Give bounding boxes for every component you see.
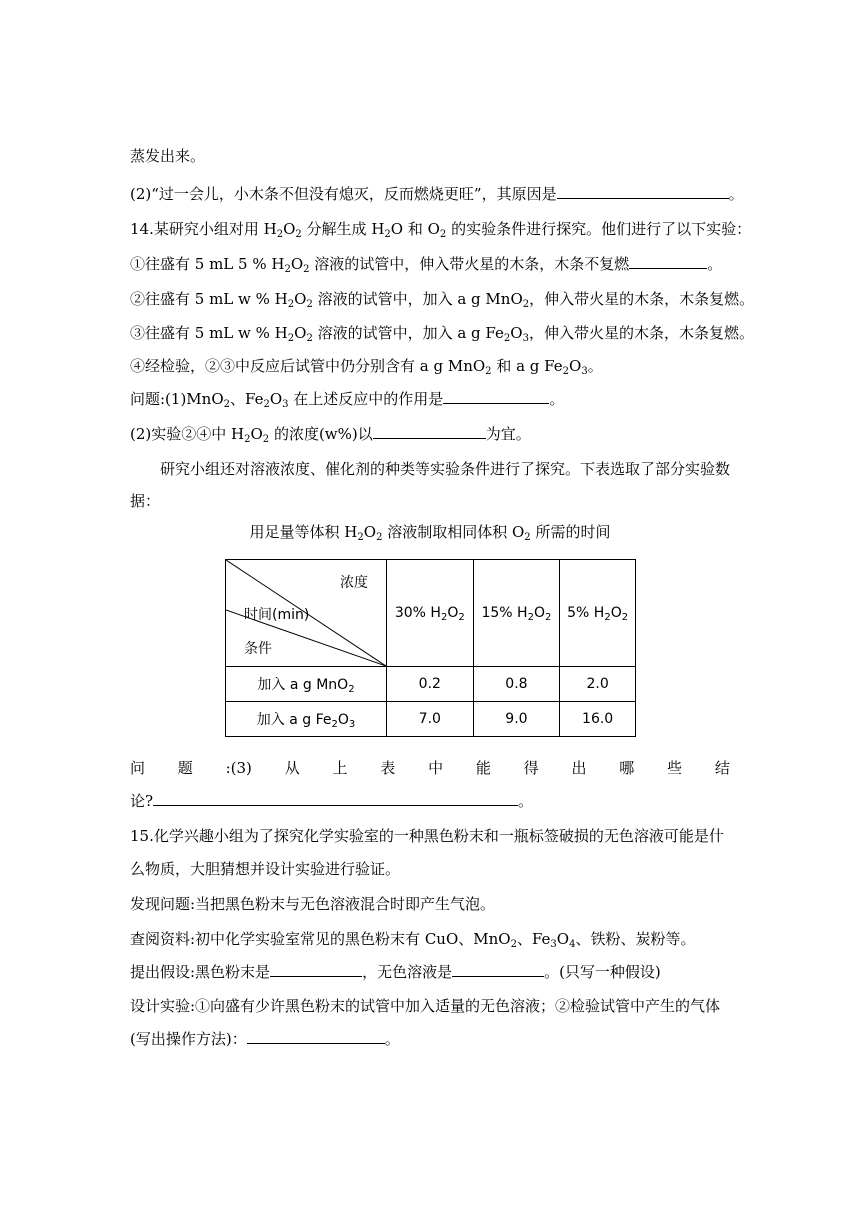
question-14-3-line2 — [130, 791, 533, 811]
subscript: 2 — [357, 532, 364, 543]
subscript: 2 — [458, 612, 465, 623]
subscript: 2 — [276, 229, 284, 240]
subscript: 2 — [306, 333, 313, 344]
answer-blank[interactable] — [270, 962, 362, 977]
subscript: 2 — [287, 299, 295, 310]
text: 提出假设:黑色粉末是 — [130, 963, 271, 981]
text: O — [610, 605, 622, 621]
text: 发现问题:当把黑色粉末与无色溶液混合时即产生气泡。 — [130, 895, 496, 913]
answer-blank[interactable] — [443, 389, 549, 404]
text: 5% H — [567, 605, 605, 621]
research-paragraph-line2 — [130, 491, 160, 511]
research-paragraph-line1 — [160, 459, 730, 479]
text: 加入 a g Fe — [256, 712, 332, 728]
subscript: 2 — [440, 612, 448, 623]
text: O — [556, 930, 570, 948]
column-header-15 — [473, 560, 560, 667]
text: ①往盛有 5 mL 5 % H — [130, 255, 285, 273]
subscript: 3 — [348, 719, 356, 730]
text: 30% H — [394, 605, 441, 621]
text: 、Fe — [230, 390, 264, 408]
subscript: 2 — [545, 612, 552, 623]
text: ②往盛有 5 mL w % H — [130, 290, 288, 308]
text: 加入 a g MnO — [257, 677, 349, 693]
table-caption — [130, 521, 730, 542]
text: 的实验条件进行探究。他们进行了以下实验： — [446, 220, 752, 238]
table-diagonal-header — [226, 560, 387, 667]
subscript: 2 — [348, 684, 355, 695]
subscript: 2 — [522, 299, 530, 310]
text: ，伸入带火星的木条，木条复燃。 — [528, 324, 754, 342]
text: 。 — [728, 185, 744, 203]
text: ，伸入带火星的木条，木条复燃。 — [529, 290, 755, 308]
design-experiment-line2 — [130, 1029, 400, 1049]
subscript: 2 — [262, 434, 270, 445]
subscript: 2 — [562, 366, 570, 377]
header-concentration: 浓度 — [340, 575, 368, 591]
subscript: 2 — [604, 612, 611, 623]
text: O — [510, 324, 523, 342]
table-cell: 2.0 — [560, 667, 636, 702]
text: O — [569, 357, 582, 375]
answer-blank[interactable] — [153, 791, 518, 806]
text: 所需的时间 — [530, 523, 611, 541]
answer-blank[interactable] — [629, 254, 707, 269]
text: 么物质，大胆猜想并设计实验进行验证。 — [130, 860, 401, 878]
text: 。 — [518, 792, 534, 810]
text: 据： — [130, 492, 161, 510]
text: 15.化学兴趣小组为了探究化学实验室的一种黑色粉末和一瓶标签破损的无色溶液可能是什 — [130, 827, 724, 845]
row-header-mno2 — [226, 667, 387, 702]
text: :(3) — [225, 759, 252, 777]
subscript: 2 — [284, 264, 291, 275]
subscript: 2 — [331, 719, 338, 730]
text: 分解生成 H — [301, 220, 385, 238]
experiment-3 — [130, 323, 754, 343]
consult-materials — [130, 929, 696, 949]
column-header-30 — [387, 560, 474, 667]
text: O — [294, 290, 307, 308]
text: 。(只写一种假设) — [544, 963, 661, 981]
question-14-2 — [130, 424, 531, 444]
subscript: 2 — [287, 333, 295, 344]
subscript: 2 — [376, 532, 383, 543]
text: 蒸发出来。 — [130, 147, 206, 165]
header-time: 时间(min) — [244, 607, 310, 623]
text: 论? — [130, 792, 154, 810]
experiment-4 — [130, 356, 603, 376]
subscript: 2 — [621, 612, 629, 623]
subscript: 3 — [522, 333, 529, 344]
question-15-line1 — [130, 826, 724, 846]
subscript: 2 — [503, 333, 511, 344]
experiment-2 — [130, 289, 754, 309]
row-header-fe2o3 — [226, 702, 387, 737]
table-cell: 7.0 — [387, 702, 474, 737]
text: 问 — [130, 759, 146, 777]
text: 结 — [714, 759, 730, 777]
text: 些 — [667, 759, 683, 777]
answer-blank[interactable] — [452, 962, 544, 977]
text: 用足量等体积 H — [249, 523, 358, 541]
question-13-2 — [130, 184, 744, 204]
text: O 和 O — [390, 220, 440, 238]
table-cell: 0.8 — [473, 667, 560, 702]
table-cell: 0.2 — [387, 667, 474, 702]
answer-blank[interactable] — [247, 1029, 385, 1044]
subscript: 4 — [569, 939, 576, 950]
propose-hypothesis — [130, 962, 661, 982]
subscript: 2 — [384, 229, 391, 240]
text: 表 — [380, 759, 396, 777]
text: O — [283, 220, 296, 238]
text: 在上述反应中的作用是 — [288, 390, 444, 408]
question-14-1 — [130, 389, 564, 409]
text: 和 a g Fe — [491, 357, 563, 375]
text: 出 — [571, 759, 587, 777]
discover-problem — [130, 894, 495, 914]
text: 得 — [523, 759, 539, 777]
subscript: 2 — [303, 264, 310, 275]
table-row — [226, 702, 636, 737]
subscript: 2 — [439, 229, 447, 240]
text: O — [533, 605, 545, 621]
experiment-1 — [130, 254, 722, 274]
header-condition: 条件 — [244, 641, 272, 657]
subscript: 3 — [550, 939, 557, 950]
table-row — [226, 667, 636, 702]
text: O — [337, 712, 349, 728]
text: 溶液的试管中，伸入带火星的木条，木条不复燃 — [309, 255, 630, 273]
text: 设计实验:①向盛有少许黑色粉末的试管中加入适量的无色溶液；②检验试管中产生的气体 — [130, 997, 721, 1015]
question-14-3-line1 — [130, 758, 730, 778]
text: O — [290, 255, 304, 273]
answer-blank[interactable] — [373, 424, 486, 439]
text: 溶液制取相同体积 O — [382, 523, 525, 541]
text: ③往盛有 5 mL w % H — [130, 324, 288, 342]
text: O — [250, 425, 263, 443]
question-15-line2 — [130, 859, 400, 879]
text: O — [363, 523, 377, 541]
text: 、铁粉、炭粉等。 — [575, 930, 696, 948]
column-header-5 — [560, 560, 636, 667]
subscript: 2 — [485, 366, 492, 377]
text: 。 — [384, 1030, 400, 1048]
text: 14.某研究小组对用 H — [130, 220, 277, 238]
text: O — [447, 605, 459, 621]
text: 哪 — [619, 759, 635, 777]
text: 溶液的试管中，加入 a g MnO — [312, 290, 523, 308]
subscript: 2 — [295, 229, 302, 240]
text: 为宜。 — [485, 425, 531, 443]
text: 溶液的试管中，加入 a g Fe — [312, 324, 504, 342]
subscript: 2 — [510, 939, 517, 950]
table-cell: 16.0 — [560, 702, 636, 737]
table-cell: 9.0 — [473, 702, 560, 737]
text: ，无色溶液是 — [362, 963, 453, 981]
text: 研究小组还对溶液浓度、催化剂的种类等实验条件进行了探究。下表选取了部分实验数 — [160, 460, 731, 478]
subscript: 2 — [306, 299, 313, 310]
subscript: 3 — [581, 366, 588, 377]
text: (2)“过一会儿，小木条不但没有熄灭，反而燃烧更旺”，其原因是 — [130, 185, 557, 203]
text: 从 — [284, 759, 300, 777]
text: (写出操作方法)： — [130, 1030, 247, 1048]
text-line — [130, 146, 205, 166]
text: 的浓度(w%)以 — [269, 425, 373, 443]
question-14-intro — [130, 219, 751, 239]
text: 题 — [177, 759, 193, 777]
text: ④经检验，②③中反应后试管中仍分别含有 a g MnO — [130, 357, 486, 375]
subscript: 2 — [263, 399, 270, 410]
answer-blank[interactable] — [557, 184, 729, 199]
text: O — [294, 324, 307, 342]
subscript: 2 — [244, 434, 251, 445]
text: 。 — [549, 390, 565, 408]
text: O — [269, 390, 283, 408]
text: 能 — [475, 759, 491, 777]
subscript: 2 — [223, 399, 230, 410]
data-table — [225, 559, 636, 737]
text: 。 — [707, 255, 723, 273]
text: 问题:(1)MnO — [130, 390, 224, 408]
design-experiment-line1 — [130, 996, 720, 1016]
text: 。 — [587, 357, 603, 375]
text: 、Fe — [516, 930, 551, 948]
text: 查阅资料:初中化学实验室常见的黑色粉末有 CuO、MnO — [130, 930, 511, 948]
text: (2)实验②④中 H — [130, 425, 245, 443]
text: 上 — [332, 759, 348, 777]
subscript: 2 — [527, 612, 534, 623]
text: 中 — [428, 759, 444, 777]
text: 15% H — [481, 605, 528, 621]
subscript: 3 — [282, 399, 289, 410]
subscript: 2 — [524, 532, 531, 543]
